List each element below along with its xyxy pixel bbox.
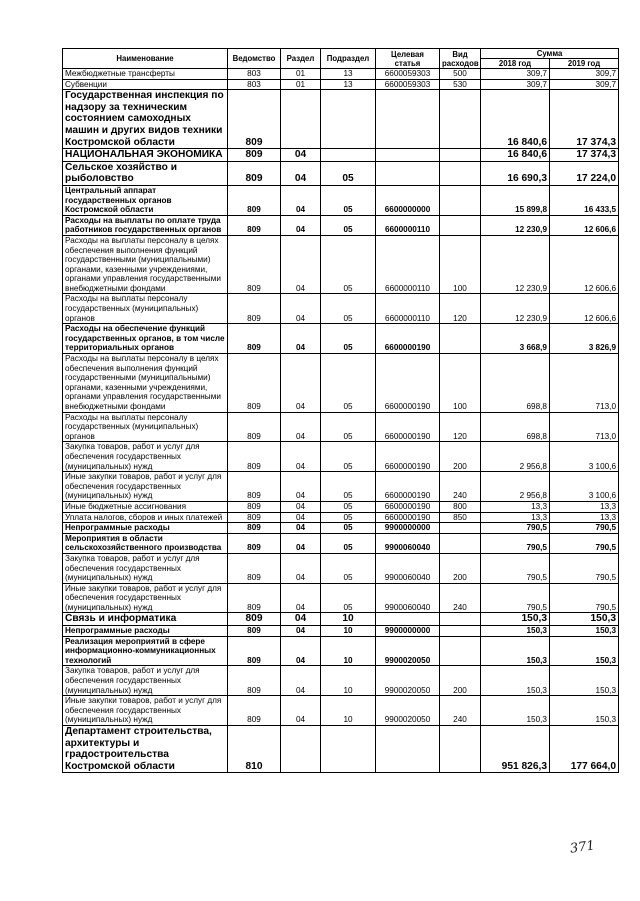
cell-dept: 809 xyxy=(228,533,281,553)
cell-v2019: 3 826,9 xyxy=(550,324,619,354)
cell-target: 6600000000 xyxy=(376,185,440,215)
cell-sec: 01 xyxy=(281,79,321,90)
table-row xyxy=(63,215,619,235)
cell-target: 6600000110 xyxy=(376,235,440,294)
table-row xyxy=(63,523,619,534)
cell-sec: 04 xyxy=(281,696,321,726)
cell-kind xyxy=(440,90,481,149)
cell-kind: 800 xyxy=(440,501,481,512)
table-row xyxy=(63,696,619,726)
cell-target: 6600000190 xyxy=(376,501,440,512)
cell-dept: 809 xyxy=(228,294,281,324)
cell-v2019: 150,3 xyxy=(550,696,619,726)
cell-v2018: 12 230,9 xyxy=(481,215,550,235)
table-row xyxy=(63,613,619,626)
cell-name: Расходы на обеспечение функций государственных органов, в том числе территориальных органов xyxy=(63,324,228,354)
cell-sub: 13 xyxy=(321,79,376,90)
cell-sec: 04 xyxy=(281,523,321,534)
cell-v2018: 951 826,3 xyxy=(481,726,550,773)
cell-dept: 809 xyxy=(228,324,281,354)
cell-kind xyxy=(440,149,481,162)
cell-target: 6600000190 xyxy=(376,412,440,442)
cell-dept: 809 xyxy=(228,553,281,583)
cell-v2019: 790,5 xyxy=(550,553,619,583)
cell-sub: 05 xyxy=(321,533,376,553)
cell-name: Непрограммные расходы xyxy=(63,523,228,534)
cell-sub: 05 xyxy=(321,235,376,294)
cell-sec: 04 xyxy=(281,501,321,512)
cell-v2019: 13,3 xyxy=(550,512,619,523)
cell-name: Департамент строительства, архитектуры и градостроительства Костромской области xyxy=(63,726,228,773)
cell-sub: 10 xyxy=(321,626,376,637)
cell-target xyxy=(376,90,440,149)
cell-v2019: 3 100,6 xyxy=(550,442,619,472)
cell-name: Иные бюджетные ассигнования xyxy=(63,501,228,512)
cell-sub: 05 xyxy=(321,553,376,583)
cell-v2018: 790,5 xyxy=(481,533,550,553)
table-row xyxy=(63,294,619,324)
cell-sub: 10 xyxy=(321,613,376,626)
cell-name: Иные закупки товаров, работ и услуг для обеспечения государственных (муниципальных) нужд xyxy=(63,472,228,502)
cell-name: Центральный аппарат государственных органов Костромской области xyxy=(63,185,228,215)
cell-kind xyxy=(440,533,481,553)
cell-target: 9900060040 xyxy=(376,553,440,583)
cell-v2018: 698,8 xyxy=(481,354,550,413)
cell-target xyxy=(376,161,440,185)
cell-kind: 100 xyxy=(440,354,481,413)
table-row xyxy=(63,185,619,215)
table-row xyxy=(63,553,619,583)
cell-v2019: 150,3 xyxy=(550,613,619,626)
cell-v2018: 16 840,6 xyxy=(481,149,550,162)
cell-dept: 809 xyxy=(228,235,281,294)
cell-v2019: 12 606,6 xyxy=(550,294,619,324)
table-body xyxy=(63,69,619,773)
cell-v2019: 177 664,0 xyxy=(550,726,619,773)
cell-v2019: 790,5 xyxy=(550,533,619,553)
table-row xyxy=(63,501,619,512)
cell-sec: 04 xyxy=(281,613,321,626)
cell-v2019: 16 433,5 xyxy=(550,185,619,215)
cell-sub: 05 xyxy=(321,412,376,442)
header-name: Наименование xyxy=(63,49,228,69)
cell-sec: 04 xyxy=(281,636,321,666)
cell-sub: 13 xyxy=(321,69,376,80)
cell-target: 6600000190 xyxy=(376,354,440,413)
cell-target: 6600000190 xyxy=(376,442,440,472)
cell-target: 6600000190 xyxy=(376,324,440,354)
cell-name: Закупка товаров, работ и услуг для обеспечения государственных (муниципальных) нужд xyxy=(63,442,228,472)
cell-sub: 10 xyxy=(321,666,376,696)
cell-dept: 809 xyxy=(228,442,281,472)
cell-kind xyxy=(440,636,481,666)
cell-v2019: 13,3 xyxy=(550,501,619,512)
cell-sub xyxy=(321,149,376,162)
cell-v2019: 150,3 xyxy=(550,666,619,696)
cell-name: Реализация мероприятий в сфере информационно-коммуникационных технологий xyxy=(63,636,228,666)
cell-kind xyxy=(440,185,481,215)
cell-sub: 05 xyxy=(321,523,376,534)
cell-sec: 04 xyxy=(281,553,321,583)
table-row xyxy=(63,161,619,185)
cell-name: Расходы на выплаты персоналу государственных (муниципальных) органов xyxy=(63,412,228,442)
cell-kind: 200 xyxy=(440,666,481,696)
cell-v2018: 150,3 xyxy=(481,666,550,696)
cell-target: 6600059303 xyxy=(376,79,440,90)
cell-kind xyxy=(440,215,481,235)
cell-target: 9900020050 xyxy=(376,666,440,696)
cell-v2019: 3 100,6 xyxy=(550,472,619,502)
cell-v2018: 150,3 xyxy=(481,613,550,626)
cell-v2019: 309,7 xyxy=(550,79,619,90)
cell-dept: 809 xyxy=(228,90,281,149)
cell-name: Субвенции xyxy=(63,79,228,90)
header-target: Целевая статья xyxy=(376,49,440,69)
table-row xyxy=(63,626,619,637)
header-2018: 2018 год xyxy=(481,59,550,69)
cell-sec: 04 xyxy=(281,235,321,294)
cell-name: Уплата налогов, сборов и иных платежей xyxy=(63,512,228,523)
cell-name: Мероприятия в области сельскохозяйственного производства xyxy=(63,533,228,553)
table-row xyxy=(63,442,619,472)
cell-sec: 04 xyxy=(281,354,321,413)
cell-target: 9900020050 xyxy=(376,696,440,726)
cell-name: НАЦИОНАЛЬНАЯ ЭКОНОМИКА xyxy=(63,149,228,162)
cell-name: Непрограммные расходы xyxy=(63,626,228,637)
cell-kind: 530 xyxy=(440,79,481,90)
cell-v2018: 698,8 xyxy=(481,412,550,442)
cell-sec: 04 xyxy=(281,185,321,215)
cell-sec: 04 xyxy=(281,626,321,637)
cell-sub: 05 xyxy=(321,215,376,235)
cell-v2018: 13,3 xyxy=(481,501,550,512)
cell-target: 6600000110 xyxy=(376,294,440,324)
cell-target xyxy=(376,726,440,773)
cell-v2018: 790,5 xyxy=(481,523,550,534)
table-row xyxy=(63,666,619,696)
cell-name: Государственная инспекция по надзору за техническим состоянием самоходных машин и других видов техники Костромской области xyxy=(63,90,228,149)
cell-kind: 500 xyxy=(440,69,481,80)
cell-v2019: 790,5 xyxy=(550,523,619,534)
cell-kind: 120 xyxy=(440,412,481,442)
table-row xyxy=(63,235,619,294)
cell-name: Расходы на выплаты персоналу в целях обеспечения выполнения функций государственными (муниципальными) органами, казенными учреждениями, органами управления государственными внебюджетными фондами xyxy=(63,354,228,413)
cell-dept: 809 xyxy=(228,636,281,666)
cell-sub: 05 xyxy=(321,185,376,215)
cell-target: 6600000190 xyxy=(376,512,440,523)
cell-sub: 05 xyxy=(321,324,376,354)
cell-dept: 809 xyxy=(228,666,281,696)
cell-v2018: 150,3 xyxy=(481,636,550,666)
cell-dept: 809 xyxy=(228,161,281,185)
cell-dept: 809 xyxy=(228,412,281,442)
cell-v2018: 12 230,9 xyxy=(481,235,550,294)
cell-v2019: 17 374,3 xyxy=(550,90,619,149)
header-section: Раздел xyxy=(281,49,321,69)
cell-kind: 120 xyxy=(440,294,481,324)
cell-sec: 04 xyxy=(281,161,321,185)
table-row xyxy=(63,69,619,80)
cell-sub: 05 xyxy=(321,354,376,413)
cell-dept: 809 xyxy=(228,472,281,502)
cell-sub: 05 xyxy=(321,294,376,324)
cell-name: Расходы на выплаты по оплате труда работников государственных органов xyxy=(63,215,228,235)
cell-name: Связь и информатика xyxy=(63,613,228,626)
cell-v2019: 150,3 xyxy=(550,636,619,666)
cell-kind xyxy=(440,161,481,185)
cell-dept: 809 xyxy=(228,696,281,726)
cell-kind: 240 xyxy=(440,583,481,613)
cell-sub: 05 xyxy=(321,442,376,472)
cell-name: Закупка товаров, работ и услуг для обеспечения государственных (муниципальных) нужд xyxy=(63,553,228,583)
cell-target: 9900000000 xyxy=(376,626,440,637)
table-row xyxy=(63,533,619,553)
header-kind: Вид расходов xyxy=(440,49,481,69)
cell-name: Межбюджетные трансферты xyxy=(63,69,228,80)
cell-dept: 809 xyxy=(228,185,281,215)
cell-sec: 04 xyxy=(281,533,321,553)
table-row xyxy=(63,472,619,502)
cell-v2019: 790,5 xyxy=(550,583,619,613)
cell-v2018: 309,7 xyxy=(481,69,550,80)
cell-sub xyxy=(321,726,376,773)
cell-dept: 810 xyxy=(228,726,281,773)
cell-kind: 240 xyxy=(440,472,481,502)
cell-kind: 240 xyxy=(440,696,481,726)
cell-v2019: 150,3 xyxy=(550,626,619,637)
cell-target: 9900060040 xyxy=(376,533,440,553)
cell-target xyxy=(376,149,440,162)
cell-kind xyxy=(440,726,481,773)
cell-dept: 809 xyxy=(228,501,281,512)
cell-v2018: 15 899,8 xyxy=(481,185,550,215)
cell-v2018: 2 956,8 xyxy=(481,472,550,502)
cell-sec: 04 xyxy=(281,472,321,502)
cell-sub: 05 xyxy=(321,472,376,502)
cell-sec: 01 xyxy=(281,69,321,80)
cell-v2018: 13,3 xyxy=(481,512,550,523)
cell-dept: 809 xyxy=(228,512,281,523)
cell-kind xyxy=(440,613,481,626)
cell-v2019: 12 606,6 xyxy=(550,215,619,235)
cell-sec: 04 xyxy=(281,294,321,324)
table-row xyxy=(63,354,619,413)
cell-name: Закупка товаров, работ и услуг для обеспечения государственных (муниципальных) нужд xyxy=(63,666,228,696)
cell-kind: 200 xyxy=(440,442,481,472)
cell-dept: 809 xyxy=(228,215,281,235)
cell-kind xyxy=(440,324,481,354)
cell-sub: 05 xyxy=(321,583,376,613)
cell-target: 6600000110 xyxy=(376,215,440,235)
cell-sec: 04 xyxy=(281,412,321,442)
header-sum: Сумма xyxy=(481,49,619,59)
table-row xyxy=(63,512,619,523)
cell-name: Сельское хозяйство и рыболовство xyxy=(63,161,228,185)
cell-name: Иные закупки товаров, работ и услуг для обеспечения государственных (муниципальных) нужд xyxy=(63,696,228,726)
cell-v2019: 713,0 xyxy=(550,412,619,442)
header-dept: Ведомство xyxy=(228,49,281,69)
cell-v2019: 17 374,3 xyxy=(550,149,619,162)
cell-dept: 809 xyxy=(228,149,281,162)
cell-sec: 04 xyxy=(281,215,321,235)
cell-dept: 809 xyxy=(228,523,281,534)
cell-sec xyxy=(281,90,321,149)
header-2019: 2019 год xyxy=(550,59,619,69)
cell-v2018: 16 840,6 xyxy=(481,90,550,149)
cell-sub: 10 xyxy=(321,696,376,726)
table-row xyxy=(63,79,619,90)
cell-sec: 04 xyxy=(281,666,321,696)
cell-kind xyxy=(440,523,481,534)
cell-name: Иные закупки товаров, работ и услуг для обеспечения государственных (муниципальных) нужд xyxy=(63,583,228,613)
cell-v2018: 3 668,9 xyxy=(481,324,550,354)
cell-sub: 05 xyxy=(321,501,376,512)
cell-target: 9900020050 xyxy=(376,636,440,666)
cell-v2018: 790,5 xyxy=(481,553,550,583)
cell-sec: 04 xyxy=(281,324,321,354)
cell-v2018: 309,7 xyxy=(481,79,550,90)
cell-dept: 803 xyxy=(228,79,281,90)
cell-dept: 809 xyxy=(228,613,281,626)
cell-v2018: 150,3 xyxy=(481,696,550,726)
signature: 371 xyxy=(569,838,596,857)
cell-v2018: 2 956,8 xyxy=(481,442,550,472)
table-row xyxy=(63,90,619,149)
cell-v2019: 713,0 xyxy=(550,354,619,413)
cell-v2018: 12 230,9 xyxy=(481,294,550,324)
budget-table xyxy=(62,48,619,773)
cell-v2018: 790,5 xyxy=(481,583,550,613)
cell-kind: 850 xyxy=(440,512,481,523)
cell-sub: 05 xyxy=(321,512,376,523)
cell-kind xyxy=(440,626,481,637)
cell-target: 9900060040 xyxy=(376,583,440,613)
cell-sec: 04 xyxy=(281,512,321,523)
cell-sec: 04 xyxy=(281,442,321,472)
table-row xyxy=(63,149,619,162)
cell-name: Расходы на выплаты персоналу в целях обеспечения выполнения функций государственными (муниципальными) органами, казенными учреждениями, органами управления государственными внебюджетными фондами xyxy=(63,235,228,294)
cell-kind: 100 xyxy=(440,235,481,294)
cell-sub xyxy=(321,90,376,149)
cell-sec xyxy=(281,726,321,773)
table-row xyxy=(63,636,619,666)
cell-sub: 05 xyxy=(321,161,376,185)
cell-dept: 809 xyxy=(228,354,281,413)
table-row xyxy=(63,583,619,613)
cell-dept: 809 xyxy=(228,626,281,637)
cell-name: Расходы на выплаты персоналу государственных (муниципальных) органов xyxy=(63,294,228,324)
cell-dept: 809 xyxy=(228,583,281,613)
cell-target: 6600059303 xyxy=(376,69,440,80)
cell-v2018: 150,3 xyxy=(481,626,550,637)
table-row xyxy=(63,726,619,773)
cell-dept: 803 xyxy=(228,69,281,80)
cell-target: 6600000190 xyxy=(376,472,440,502)
cell-sub: 10 xyxy=(321,636,376,666)
header-subsection: Подраздел xyxy=(321,49,376,69)
cell-kind: 200 xyxy=(440,553,481,583)
table-row xyxy=(63,324,619,354)
cell-v2018: 16 690,3 xyxy=(481,161,550,185)
table-row xyxy=(63,412,619,442)
cell-target xyxy=(376,613,440,626)
cell-sec: 04 xyxy=(281,149,321,162)
cell-v2019: 17 224,0 xyxy=(550,161,619,185)
cell-target: 9900000000 xyxy=(376,523,440,534)
cell-v2019: 12 606,6 xyxy=(550,235,619,294)
cell-sec: 04 xyxy=(281,583,321,613)
table-header xyxy=(63,49,619,69)
cell-v2019: 309,7 xyxy=(550,69,619,80)
